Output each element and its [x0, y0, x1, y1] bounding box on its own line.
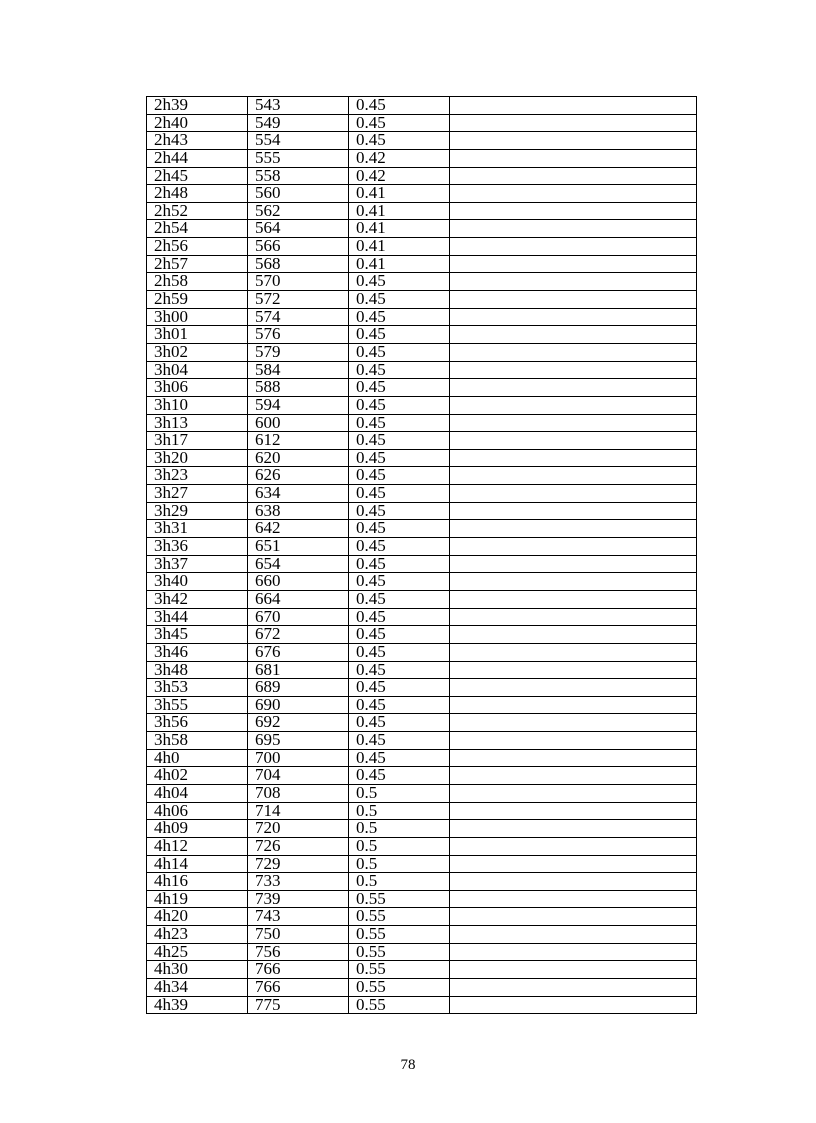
table-cell: 739 [248, 890, 349, 908]
table-row [147, 696, 697, 714]
table-row [147, 114, 697, 132]
table-cell: 0.45 [349, 661, 450, 679]
table-cell [450, 308, 697, 326]
table-cell: 4h02 [147, 767, 248, 785]
table-cell: 3h04 [147, 361, 248, 379]
table-cell: 0.41 [349, 220, 450, 238]
table-row [147, 467, 697, 485]
table-row [147, 749, 697, 767]
table-row [147, 396, 697, 414]
table-cell: 0.45 [349, 396, 450, 414]
table-cell: 0.45 [349, 449, 450, 467]
table-cell [450, 784, 697, 802]
page-number: 78 [400, 1057, 416, 1073]
table-cell: 0.41 [349, 185, 450, 203]
table-cell [450, 326, 697, 344]
table-cell: 3h01 [147, 326, 248, 344]
table-cell: 560 [248, 185, 349, 203]
table-row [147, 767, 697, 785]
table-cell: 2h43 [147, 132, 248, 150]
table-cell [450, 855, 697, 873]
table-cell: 0.45 [349, 132, 450, 150]
table-cell: 4h06 [147, 802, 248, 820]
table-cell: 0.41 [349, 238, 450, 256]
table-cell [450, 679, 697, 697]
table-cell: 654 [248, 555, 349, 573]
table-cell: 3h55 [147, 696, 248, 714]
table-row [147, 326, 697, 344]
table-cell [450, 520, 697, 538]
table-cell: 3h44 [147, 608, 248, 626]
table-cell: 726 [248, 837, 349, 855]
table-cell: 3h23 [147, 467, 248, 485]
table-cell: 2h54 [147, 220, 248, 238]
table-cell: 3h06 [147, 379, 248, 397]
table-cell: 733 [248, 873, 349, 891]
table-cell [450, 343, 697, 361]
table-cell: 2h45 [147, 167, 248, 185]
table-cell: 572 [248, 291, 349, 309]
table-cell: 4h30 [147, 961, 248, 979]
table-cell: 0.45 [349, 114, 450, 132]
table-cell: 612 [248, 432, 349, 450]
table-row [147, 432, 697, 450]
table-cell [450, 555, 697, 573]
table-cell: 756 [248, 943, 349, 961]
table-cell: 642 [248, 520, 349, 538]
table-cell: 766 [248, 961, 349, 979]
table-cell [450, 449, 697, 467]
table-cell [450, 361, 697, 379]
table-cell: 4h20 [147, 908, 248, 926]
table-cell: 3h37 [147, 555, 248, 573]
table-cell [450, 590, 697, 608]
table-cell: 3h27 [147, 485, 248, 503]
table-row [147, 961, 697, 979]
table-row [147, 97, 697, 115]
table-cell [450, 485, 697, 503]
table-row [147, 573, 697, 591]
table-cell: 0.41 [349, 202, 450, 220]
table-cell: 0.5 [349, 873, 450, 891]
table-cell: 2h52 [147, 202, 248, 220]
table-cell: 0.45 [349, 643, 450, 661]
table-cell: 3h42 [147, 590, 248, 608]
table-cell: 3h13 [147, 414, 248, 432]
table-row [147, 802, 697, 820]
table-cell: 3h20 [147, 449, 248, 467]
table-cell: 3h48 [147, 661, 248, 679]
table-cell: 564 [248, 220, 349, 238]
table-cell [450, 97, 697, 115]
table-row [147, 626, 697, 644]
table-cell: 692 [248, 714, 349, 732]
table-cell [450, 820, 697, 838]
table-row [147, 590, 697, 608]
table-cell: 0.5 [349, 802, 450, 820]
table-row [147, 361, 697, 379]
table-cell: 2h56 [147, 238, 248, 256]
table-row [147, 732, 697, 750]
table-cell: 729 [248, 855, 349, 873]
table-row [147, 555, 697, 573]
table-cell [450, 220, 697, 238]
table-row [147, 714, 697, 732]
table-cell: 2h40 [147, 114, 248, 132]
table-cell [450, 996, 697, 1014]
table-cell: 594 [248, 396, 349, 414]
table-cell: 720 [248, 820, 349, 838]
table-cell: 0.45 [349, 538, 450, 556]
table-cell: 0.55 [349, 961, 450, 979]
table-cell: 4h39 [147, 996, 248, 1014]
table-cell: 690 [248, 696, 349, 714]
table-cell [450, 661, 697, 679]
table-cell [450, 626, 697, 644]
table-cell: 0.45 [349, 714, 450, 732]
table-cell: 0.45 [349, 308, 450, 326]
table-cell: 3h36 [147, 538, 248, 556]
table-row [147, 485, 697, 503]
table-cell [450, 873, 697, 891]
table-cell: 0.45 [349, 343, 450, 361]
table-cell: 549 [248, 114, 349, 132]
table-cell: 4h16 [147, 873, 248, 891]
table-cell: 676 [248, 643, 349, 661]
data-table [146, 96, 697, 1014]
table-cell: 0.45 [349, 291, 450, 309]
table-cell: 0.55 [349, 908, 450, 926]
table-cell: 775 [248, 996, 349, 1014]
table-cell: 2h57 [147, 255, 248, 273]
table-cell: 0.45 [349, 502, 450, 520]
table-cell [450, 202, 697, 220]
table-cell: 0.45 [349, 379, 450, 397]
table-row [147, 132, 697, 150]
table-row [147, 643, 697, 661]
table-cell: 2h59 [147, 291, 248, 309]
table-row [147, 502, 697, 520]
table-cell: 4h34 [147, 979, 248, 997]
table-cell [450, 396, 697, 414]
table-cell [450, 643, 697, 661]
table-cell: 660 [248, 573, 349, 591]
table-cell: 0.45 [349, 608, 450, 626]
table-cell: 681 [248, 661, 349, 679]
table-cell: 626 [248, 467, 349, 485]
table-cell: 584 [248, 361, 349, 379]
table-cell: 0.45 [349, 414, 450, 432]
table-cell: 0.42 [349, 167, 450, 185]
table-cell [450, 114, 697, 132]
table-cell: 4h0 [147, 749, 248, 767]
table-cell: 714 [248, 802, 349, 820]
table-cell: 588 [248, 379, 349, 397]
table-row [147, 943, 697, 961]
table-cell: 0.45 [349, 432, 450, 450]
table-cell [450, 908, 697, 926]
table-cell [450, 132, 697, 150]
table-row [147, 661, 697, 679]
table-cell [450, 767, 697, 785]
table-cell: 2h39 [147, 97, 248, 115]
table-row [147, 784, 697, 802]
table-cell: 634 [248, 485, 349, 503]
table-cell: 0.55 [349, 996, 450, 1014]
table-cell [450, 538, 697, 556]
table-row [147, 820, 697, 838]
table-cell [450, 802, 697, 820]
table-row [147, 520, 697, 538]
table-cell: 3h45 [147, 626, 248, 644]
table-row [147, 855, 697, 873]
table-cell [450, 943, 697, 961]
table-cell: 0.45 [349, 573, 450, 591]
table-cell: 0.45 [349, 679, 450, 697]
table-cell: 0.45 [349, 97, 450, 115]
table-row [147, 996, 697, 1014]
table-cell: 3h58 [147, 732, 248, 750]
table-row [147, 379, 697, 397]
table-cell: 3h53 [147, 679, 248, 697]
table-cell: 750 [248, 926, 349, 944]
table-row [147, 538, 697, 556]
table-cell [450, 379, 697, 397]
table-cell [450, 714, 697, 732]
table-cell: 670 [248, 608, 349, 626]
table-cell: 600 [248, 414, 349, 432]
table-cell: 0.5 [349, 855, 450, 873]
table-cell: 0.45 [349, 732, 450, 750]
table-cell: 4h09 [147, 820, 248, 838]
table-cell: 0.55 [349, 926, 450, 944]
table-row [147, 873, 697, 891]
table-cell [450, 696, 697, 714]
table-cell: 672 [248, 626, 349, 644]
table-cell: 0.5 [349, 837, 450, 855]
table-cell [450, 238, 697, 256]
table-cell: 651 [248, 538, 349, 556]
table-cell: 0.45 [349, 626, 450, 644]
table-cell: 3h00 [147, 308, 248, 326]
table-cell: 0.45 [349, 696, 450, 714]
table-cell: 664 [248, 590, 349, 608]
table-cell [450, 467, 697, 485]
table-cell: 3h31 [147, 520, 248, 538]
table-cell: 2h44 [147, 149, 248, 167]
table-cell: 566 [248, 238, 349, 256]
table-cell: 3h29 [147, 502, 248, 520]
table-cell: 4h19 [147, 890, 248, 908]
table-cell: 0.41 [349, 255, 450, 273]
table-cell: 743 [248, 908, 349, 926]
table-row [147, 608, 697, 626]
table-cell: 3h40 [147, 573, 248, 591]
table-cell: 562 [248, 202, 349, 220]
table-row [147, 308, 697, 326]
table-cell: 638 [248, 502, 349, 520]
table-cell: 2h48 [147, 185, 248, 203]
table-cell [450, 432, 697, 450]
table-cell [450, 149, 697, 167]
table-cell: 568 [248, 255, 349, 273]
table-cell: 0.55 [349, 943, 450, 961]
table-row [147, 291, 697, 309]
table-row [147, 343, 697, 361]
table-cell: 689 [248, 679, 349, 697]
table-cell [450, 979, 697, 997]
table-cell: 4h04 [147, 784, 248, 802]
table-cell: 0.45 [349, 767, 450, 785]
table-row [147, 414, 697, 432]
table-cell: 0.5 [349, 784, 450, 802]
table-cell: 574 [248, 308, 349, 326]
table-cell [450, 185, 697, 203]
table-cell: 0.45 [349, 273, 450, 291]
table-cell: 4h12 [147, 837, 248, 855]
table-cell: 3h46 [147, 643, 248, 661]
table-cell: 554 [248, 132, 349, 150]
table-cell: 695 [248, 732, 349, 750]
table-cell: 0.45 [349, 361, 450, 379]
table-cell: 4h14 [147, 855, 248, 873]
table-row [147, 926, 697, 944]
table-cell: 0.42 [349, 149, 450, 167]
table-cell [450, 837, 697, 855]
table-cell: 3h02 [147, 343, 248, 361]
table-cell: 0.45 [349, 520, 450, 538]
table-cell [450, 502, 697, 520]
table-cell [450, 414, 697, 432]
table-cell: 0.55 [349, 979, 450, 997]
table-row [147, 167, 697, 185]
table-cell: 558 [248, 167, 349, 185]
table-row [147, 979, 697, 997]
table-cell [450, 749, 697, 767]
table-cell: 700 [248, 749, 349, 767]
table-row [147, 255, 697, 273]
table-row [147, 449, 697, 467]
table-cell: 0.45 [349, 485, 450, 503]
table-cell: 0.45 [349, 326, 450, 344]
table-cell [450, 926, 697, 944]
table-row [147, 679, 697, 697]
table-cell [450, 608, 697, 626]
table-cell: 0.45 [349, 590, 450, 608]
table-cell [450, 255, 697, 273]
table-cell: 576 [248, 326, 349, 344]
table-cell [450, 291, 697, 309]
table-row [147, 837, 697, 855]
table-cell: 570 [248, 273, 349, 291]
table-cell: 620 [248, 449, 349, 467]
table-cell: 543 [248, 97, 349, 115]
table-cell: 579 [248, 343, 349, 361]
table-cell: 704 [248, 767, 349, 785]
table-cell [450, 273, 697, 291]
table-cell: 555 [248, 149, 349, 167]
table-cell: 2h58 [147, 273, 248, 291]
table-cell: 708 [248, 784, 349, 802]
table-row [147, 220, 697, 238]
table-cell [450, 167, 697, 185]
table-row [147, 149, 697, 167]
table-cell [450, 890, 697, 908]
table-cell: 3h17 [147, 432, 248, 450]
table-cell: 4h25 [147, 943, 248, 961]
table-cell [450, 732, 697, 750]
table-row [147, 185, 697, 203]
table-cell [450, 961, 697, 979]
table-cell: 4h23 [147, 926, 248, 944]
table-cell: 0.45 [349, 467, 450, 485]
table-cell: 0.45 [349, 555, 450, 573]
table-row [147, 908, 697, 926]
table-cell: 0.45 [349, 749, 450, 767]
table-row [147, 890, 697, 908]
table-cell: 0.55 [349, 890, 450, 908]
table-body [147, 97, 697, 1014]
table-cell: 0.5 [349, 820, 450, 838]
table-cell: 766 [248, 979, 349, 997]
table-row [147, 238, 697, 256]
table-row [147, 273, 697, 291]
table-cell: 3h56 [147, 714, 248, 732]
table-cell: 3h10 [147, 396, 248, 414]
table-row [147, 202, 697, 220]
table-cell [450, 573, 697, 591]
